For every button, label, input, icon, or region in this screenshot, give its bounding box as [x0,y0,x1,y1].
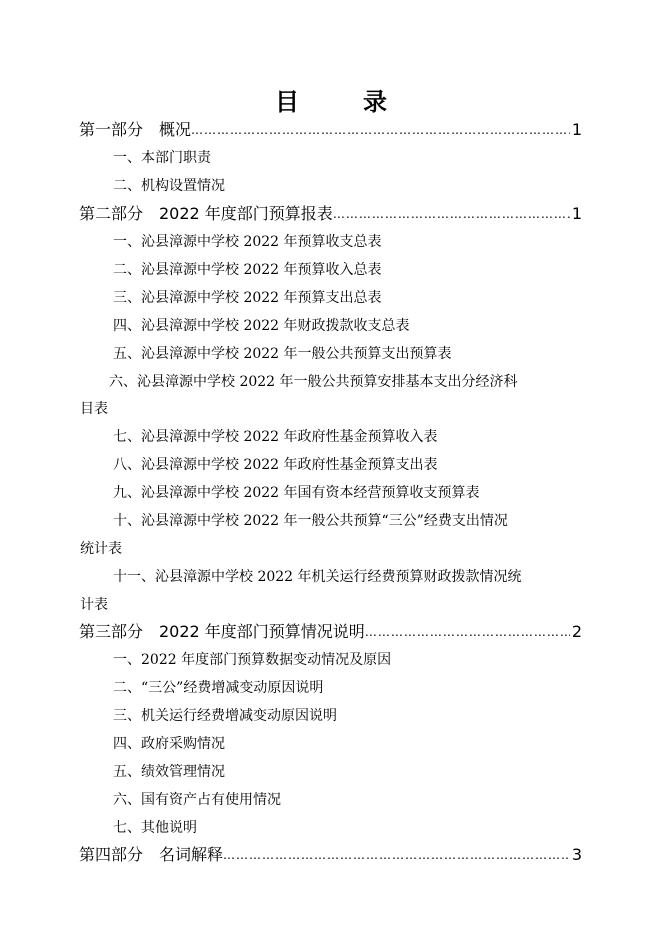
toc-item-continuation[interactable]: 统计表 [80,541,122,557]
toc-title-char-2: 录 [363,87,387,116]
toc-part-1-page: 1 [571,120,582,139]
toc-part-4-page: 3 [571,845,582,864]
toc-title [0,84,662,114]
toc-leader-dots [333,201,570,227]
toc-item[interactable]: 三、沁县漳源中学校 2022 年预算支出总表 [113,290,382,306]
toc-leader-dots [223,842,570,868]
toc-item[interactable]: 八、沁县漳源中学校 2022 年政府性基金预算支出表 [113,457,438,473]
toc-item[interactable]: 二、机构设置情况 [113,178,225,194]
toc-item[interactable]: 六、沁县漳源中学校 2022 年一般公共预算安排基本支出分经济科 [109,374,518,390]
toc-item[interactable]: 六、国有资产占有使用情况 [113,792,281,808]
toc-item-continuation[interactable]: 目表 [80,401,108,417]
toc-item[interactable]: 一、2022 年度部门预算数据变动情况及原因 [113,652,392,668]
toc-item-continuation[interactable]: 计表 [80,597,108,613]
toc-item[interactable]: 七、沁县漳源中学校 2022 年政府性基金预算收入表 [113,429,438,445]
toc-item[interactable]: 二、沁县漳源中学校 2022 年预算收入总表 [113,262,382,278]
toc-leader-dots [365,619,570,645]
toc-item[interactable]: 二、“三公”经费增减变动原因说明 [113,680,324,696]
toc-item[interactable]: 九、沁县漳源中学校 2022 年国有资本经营预算收支预算表 [113,485,480,501]
toc-title-char-1: 目 [275,87,299,116]
toc-item[interactable]: 三、机关运行经费增减变动原因说明 [113,708,337,724]
toc-part-3-label: 第三部分 2022 年度部门预算情况说明 [79,622,365,641]
toc-item[interactable]: 四、沁县漳源中学校 2022 年财政拨款收支总表 [113,318,410,334]
toc-item[interactable]: 五、绩效管理情况 [113,764,225,780]
toc-item[interactable]: 七、其他说明 [113,820,197,836]
toc-part-4-label: 第四部分 名词解释 [79,845,224,864]
toc-part-2-page: 1 [571,204,582,223]
toc-part-2-label: 第二部分 2022 年度部门预算报表 [79,204,333,223]
toc-item[interactable]: 十一、沁县漳源中学校 2022 年机关运行经费预算财政拨款情况统 [113,569,522,585]
toc-part-3-page: 2 [571,622,582,641]
toc-part-1-label: 第一部分 概况 [79,120,192,139]
toc-part-2[interactable] [79,201,582,227]
toc-item[interactable]: 一、沁县漳源中学校 2022 年预算收支总表 [113,234,382,250]
toc-item[interactable]: 五、沁县漳源中学校 2022 年一般公共预算支出预算表 [113,346,452,362]
toc-leader-dots [191,117,570,143]
toc-item[interactable]: 十、沁县漳源中学校 2022 年一般公共预算“三公”经费支出情况 [113,513,508,529]
toc-part-1[interactable] [79,117,582,143]
toc-part-4[interactable] [79,842,582,868]
toc-item[interactable]: 四、政府采购情况 [113,736,225,752]
toc-part-3[interactable] [79,619,582,645]
toc-item[interactable]: 一、本部门职责 [113,150,211,166]
